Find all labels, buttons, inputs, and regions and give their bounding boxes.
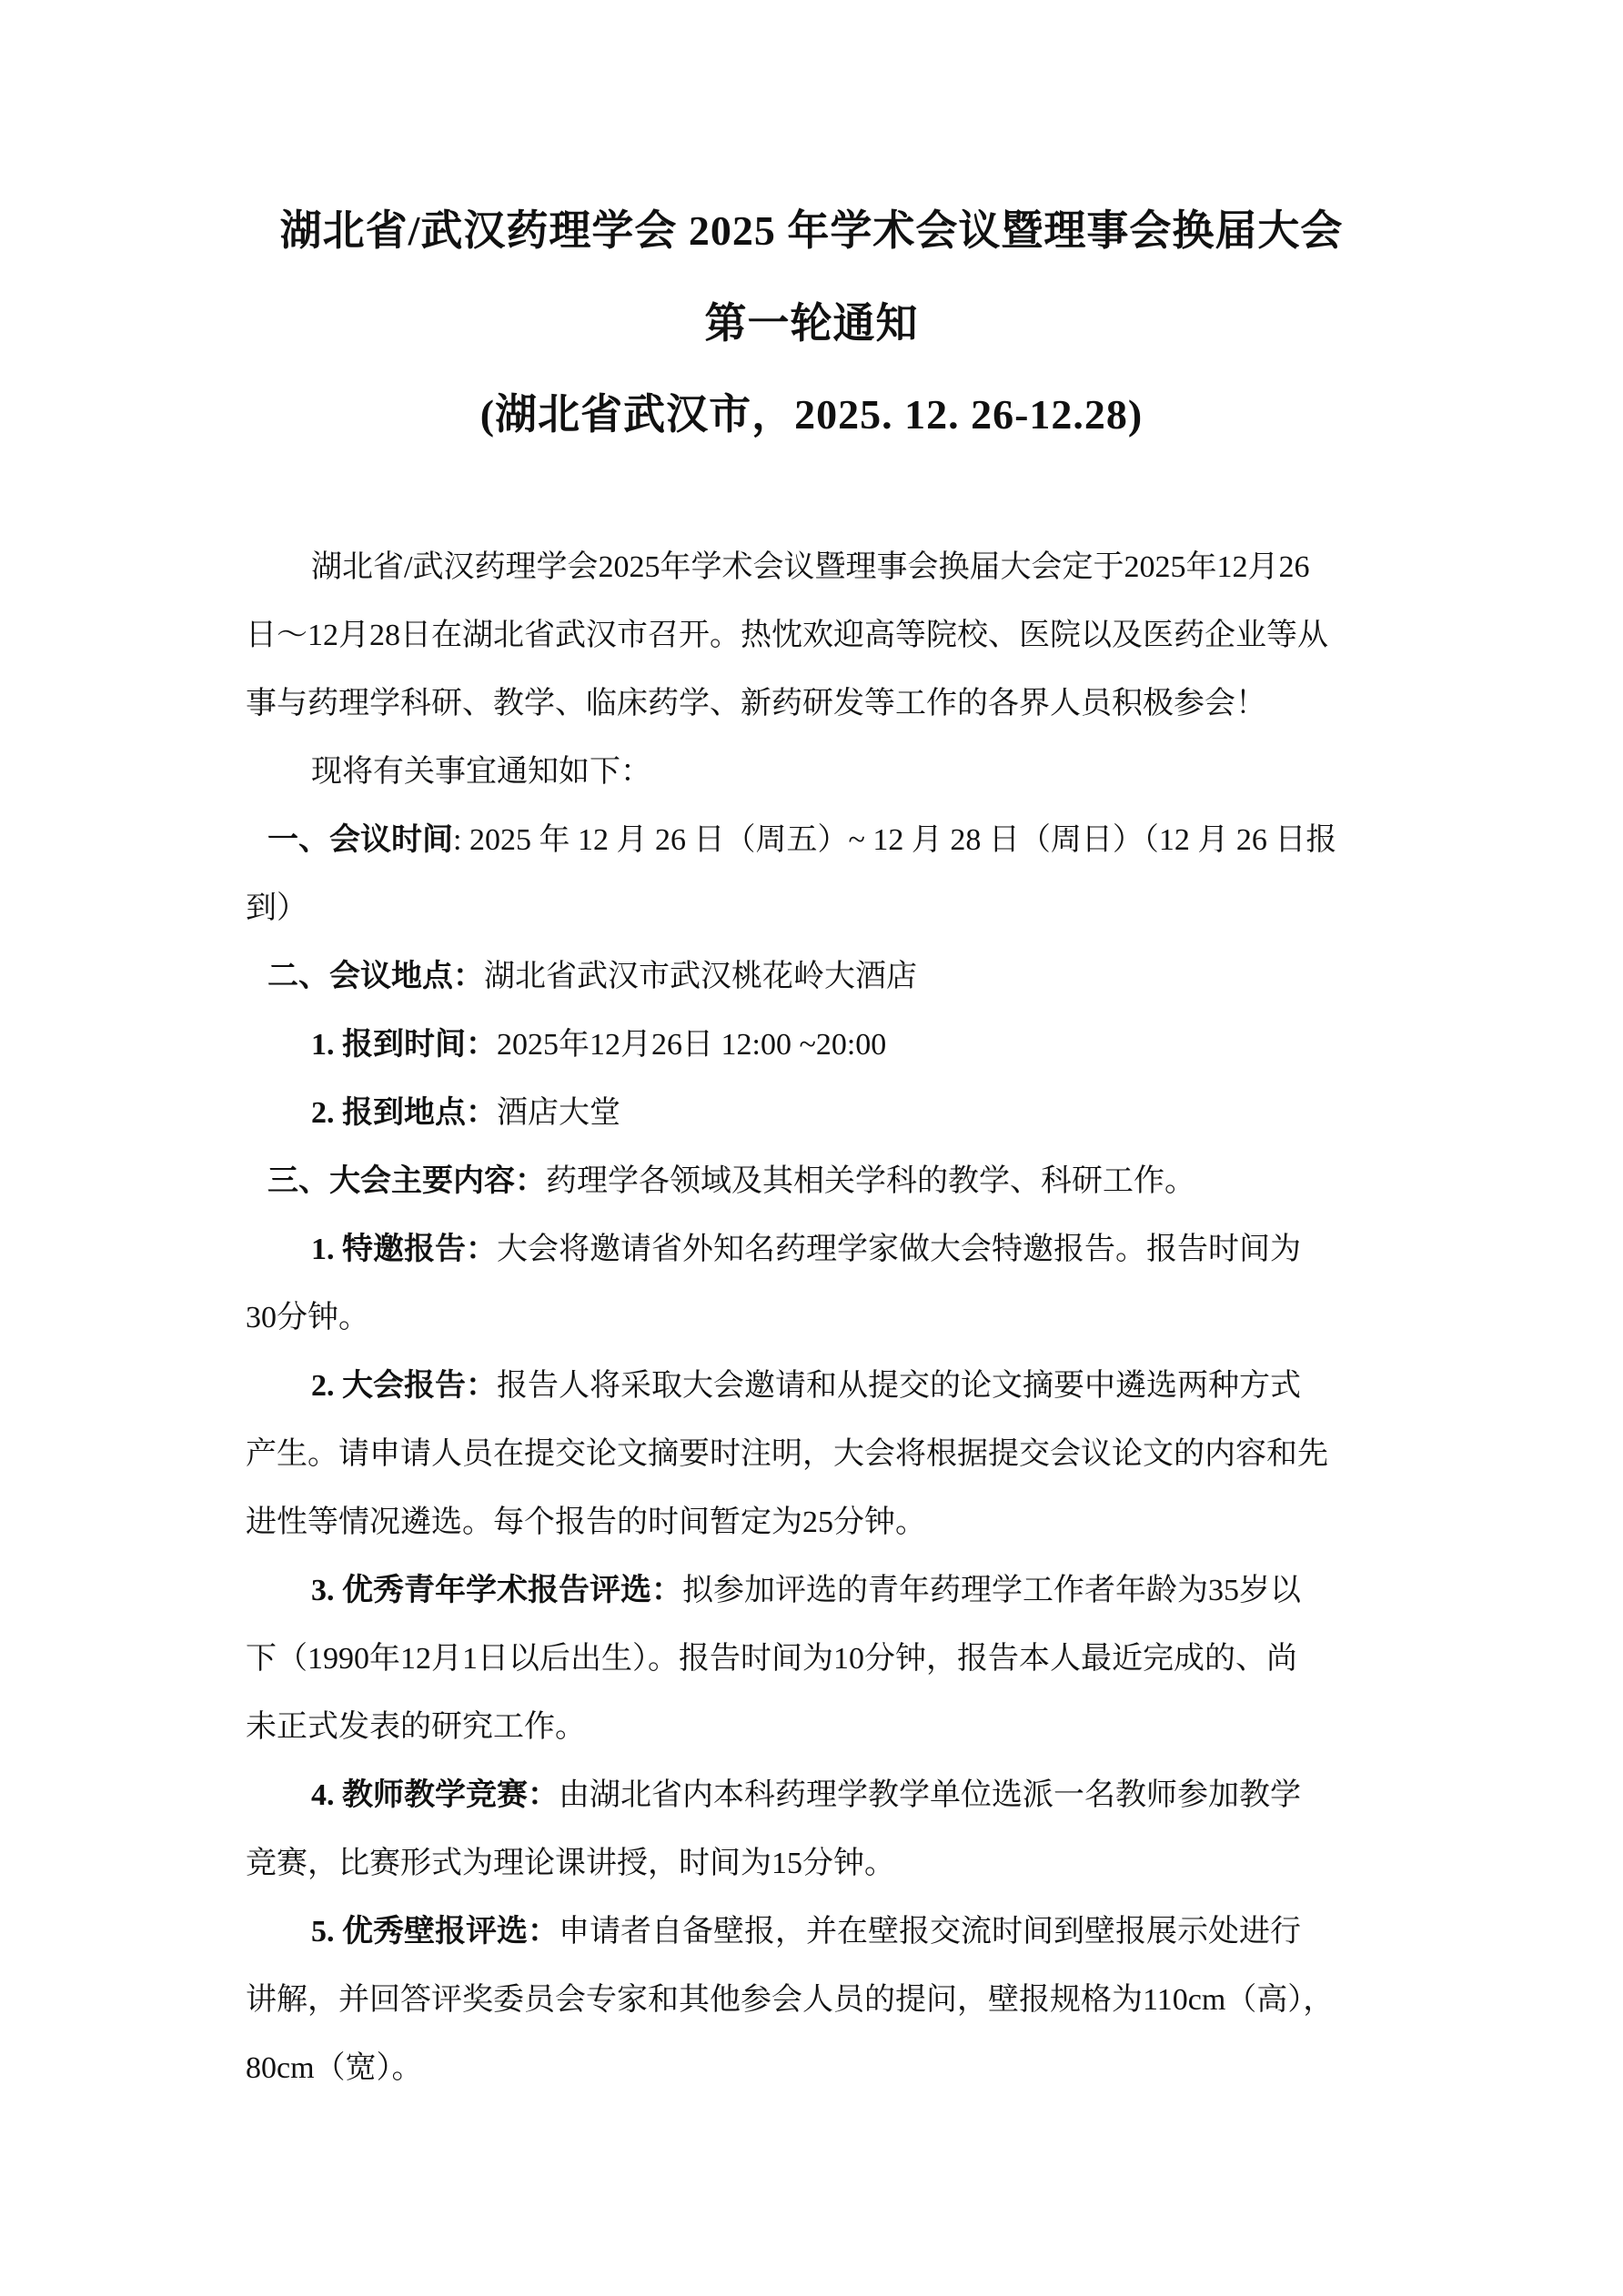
text-segment: 产生。请申请人员在提交论文摘要时注明，大会将根据提交会议论文的内容和先	[246, 1437, 1328, 1471]
document-title: 湖北省/武汉药理学会 2025 年学术会议暨理事会换届大会	[279, 207, 1344, 254]
text-segment: 申请者自备壁报，并在壁报交流时间到壁报展示处进行	[559, 1915, 1301, 1949]
text-segment: 报告人将采取大会邀请和从提交的论文摘要中遴选两种方式	[497, 1369, 1301, 1403]
body-line	[246, 1147, 1392, 1215]
text-segment: 现将有关事宜通知如下：	[311, 755, 651, 789]
bold-label: 1. 特邀报告：	[311, 1233, 497, 1266]
text-segment: 竞赛，比赛形式为理论课讲授，时间为15分钟。	[246, 1847, 895, 1880]
body-line	[246, 2034, 1392, 2102]
body-line	[246, 1898, 1392, 1966]
bold-label: 一、会议时间	[267, 823, 453, 857]
text-segment: 湖北省武汉市武汉桃花岭大酒店	[484, 960, 917, 993]
bold-label: 二、会议地点：	[267, 960, 484, 993]
text-segment: 湖北省/武汉药理学会2025年学术会议暨理事会换届大会定于2025年12月26	[311, 550, 1310, 584]
body-line	[246, 533, 1392, 601]
bold-label: 2. 大会报告：	[311, 1369, 497, 1403]
text-segment: 下（1990年12月1日以后出生）。报告时间为10分钟，报告本人最近完成的、尚	[246, 1642, 1297, 1676]
text-segment: 2025年12月26日 12:00 ~20:00	[497, 1028, 887, 1062]
body-line	[246, 1215, 1392, 1284]
body-line	[246, 806, 1392, 874]
text-segment: 讲解，并回答评奖委员会专家和其他参会人员的提问，壁报规格为110cm（高），	[246, 1983, 1335, 2017]
text-segment: 未正式发表的研究工作。	[246, 1710, 586, 1744]
body-line	[246, 601, 1392, 670]
body-line	[246, 1625, 1392, 1693]
bold-label: 5. 优秀壁报评选：	[311, 1915, 559, 1949]
text-segment: 30分钟。	[246, 1301, 369, 1334]
text-segment: 日～12月28日在湖北省武汉市召开。热忱欢迎高等院校、医院以及医药企业等从	[246, 619, 1328, 652]
text-segment: 酒店大堂	[497, 1096, 620, 1130]
text-segment: 由湖北省内本科药理学教学单位选派一名教师参加教学	[559, 1778, 1301, 1812]
text-segment: 到）	[246, 891, 307, 925]
text-segment: 拟参加评选的青年药理学工作者年龄为35岁以	[682, 1574, 1301, 1607]
body-line	[246, 1079, 1392, 1147]
text-segment: 进性等情况遴选。每个报告的时间暂定为25分钟。	[246, 1505, 926, 1539]
body-line	[246, 1761, 1392, 1829]
bold-label: 三、大会主要内容：	[267, 1164, 546, 1198]
body-line	[246, 1488, 1392, 1556]
text-segment: : 2025 年 12 月 26 日（周五）~ 12 月 28 日（周日）（12 月 26 日报	[453, 823, 1337, 857]
document-body	[246, 533, 1392, 2102]
bold-label: 4. 教师教学竞赛：	[311, 1778, 559, 1812]
body-line	[246, 1829, 1392, 1898]
document-title-line2: 第一轮通知	[704, 300, 919, 347]
text-segment: 事与药理学科研、教学、临床药学、新药研发等工作的各界人员积极参会！	[246, 687, 1266, 720]
body-line	[246, 1966, 1392, 2034]
bold-label: 1. 报到时间：	[311, 1028, 497, 1062]
body-line	[246, 1420, 1392, 1488]
bold-label: 3. 优秀青年学术报告评选：	[311, 1574, 682, 1607]
body-line	[246, 670, 1392, 738]
body-line	[246, 1284, 1392, 1352]
bold-label: 2. 报到地点：	[311, 1096, 497, 1130]
body-line	[246, 874, 1392, 942]
body-line	[246, 1352, 1392, 1420]
text-segment: 大会将邀请省外知名药理学家做大会特邀报告。报告时间为	[497, 1233, 1301, 1266]
body-line	[246, 1011, 1392, 1079]
text-segment: 药理学各领域及其相关学科的教学、科研工作。	[546, 1164, 1195, 1198]
body-line	[246, 1693, 1392, 1761]
body-line	[246, 738, 1392, 806]
body-line	[246, 1556, 1392, 1625]
document-subtitle: (湖北省武汉市，2025. 12. 26-12.28)	[479, 391, 1144, 438]
body-line	[246, 942, 1392, 1011]
text-segment: 80cm（宽）。	[246, 2051, 423, 2085]
